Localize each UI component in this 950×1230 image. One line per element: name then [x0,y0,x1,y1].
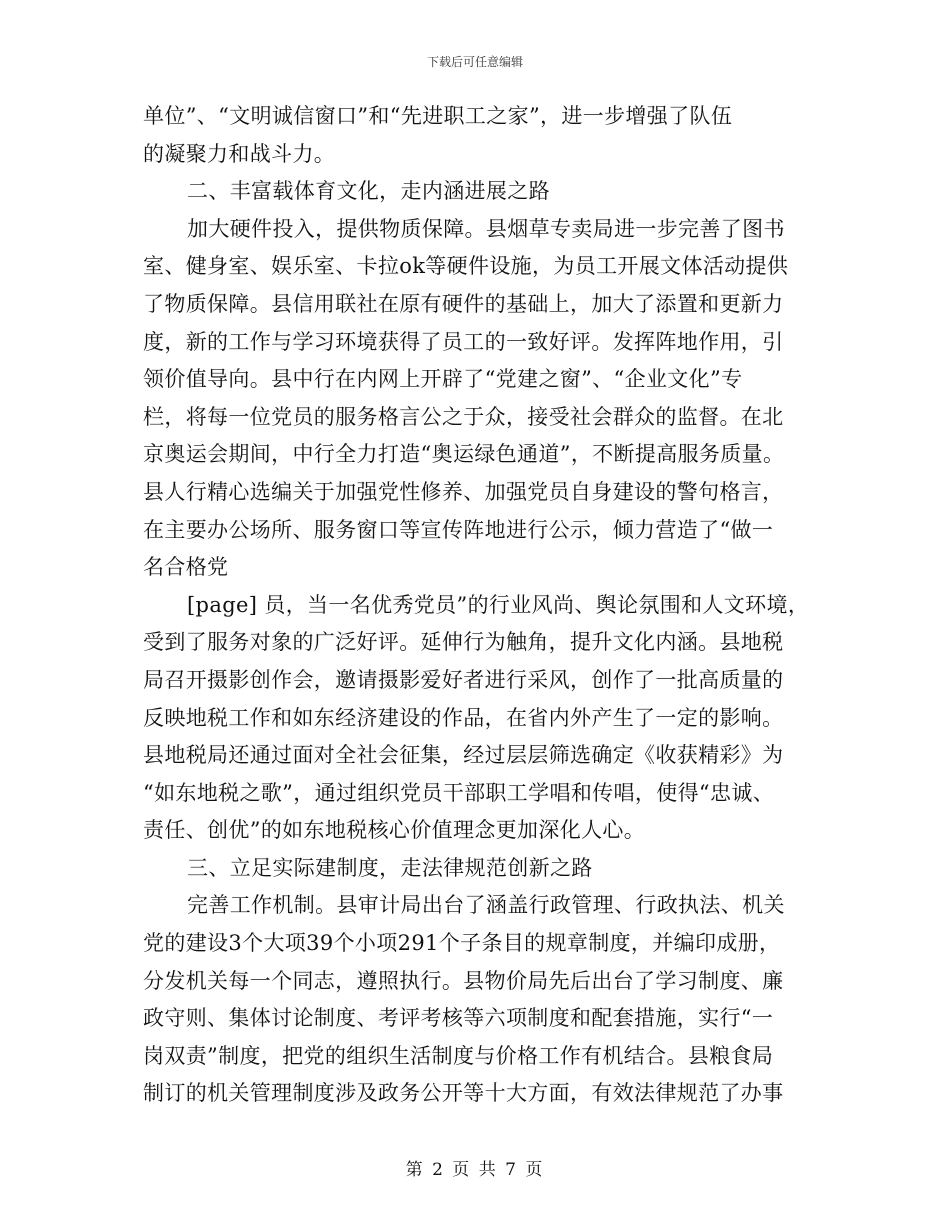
text-line: 责任、创优”的如东地税核心价值理念更加深化人心。 [143,818,646,843]
text-line: 栏，将每一位党员的服务格言公之于众，接受社会群众的监督。在北 [143,404,784,429]
text-line: 单位”、“文明诚信窗口”和“先进职工之家”，进一步增强了队伍 [143,104,733,128]
text-line: 分发机关每一个同志，遵照执行。县物价局先后出台了学习制度、廉 [143,968,784,993]
text-line: 县人行精心选编关于加强党性修养、加强党员自身建设的警句格言， [143,479,784,504]
text-line: 在主要办公场所、服务窗口等宣传阵地进行公示，倾力营造了“做一 [143,517,774,542]
text-line: 了物质保障。县信用联社在原有硬件的基础上，加大了添置和更新力 [143,291,784,316]
text-line: “如东地税之歌”，通过组织党员干部职工学唱和传唱，使得“忠诚、 [143,780,775,805]
text-line: 反映地税工作和如东经济建设的作品，在省内外产生了一定的影响。 [143,705,784,730]
text-line: 岗双责”制度，把党的组织生活制度与价格工作有机结合。县粮食局 [143,1043,774,1068]
text-line: 的凝聚力和战斗力。 [143,141,336,166]
paragraph-start: 加大硬件投入，提供物质保障。县烟草专卖局进一步完善了图书 [187,216,785,241]
page-footer: 第 2 页 共 7 页 [405,1160,545,1180]
text-line: 名合格党 [143,555,229,580]
section-heading: 二、丰富载体育文化，走内涵进展之路 [187,179,550,204]
section-heading: 三、立足实际建制度，走法律规范创新之路 [187,855,593,880]
text-line: 制订的机关管理制度涉及政务公开等十大方面，有效法律规范了办事 [143,1081,784,1106]
text-line: 领价值导向。县中行在内网上开辟了“党建之窗”、“企业文化”专 [143,367,743,392]
page-header: 下载后可任意编辑 [426,55,523,69]
paragraph-start: [page] 员，当一名优秀党员”的行业风尚、舆论氛围和人文环境， [187,592,810,617]
text-line: 室、健身室、娱乐室、卡拉ok等硬件设施，为员工开展文体活动提供 [143,254,789,279]
document-body [143,98,823,1113]
text-line: 京奥运会期间，中行全力打造“奥运绿色通道”，不断提高服务质量。 [143,442,785,467]
text-line: 党的建设3个大项39个小项291个子条目的规章制度，并编印成册， [143,931,781,956]
text-line: 县地税局还通过面对全社会征集，经过层层筛选确定《收获精彩》为 [143,743,784,768]
text-line: 局召开摄影创作会，邀请摄影爱好者进行采风，创作了一批高质量的 [143,667,784,692]
paragraph-start: 完善工作机制。县审计局出台了涵盖行政管理、行政执法、机关 [187,893,785,918]
text-line: 受到了服务对象的广泛好评。延伸行为触角，提升文化内涵。县地税 [143,630,784,655]
text-line: 政守则、集体讨论制度、考评考核等六项制度和配套措施，实行“一 [143,1006,774,1031]
text-line: 度，新的工作与学习环境获得了员工的一致好评。发挥阵地作用，引 [143,329,784,354]
